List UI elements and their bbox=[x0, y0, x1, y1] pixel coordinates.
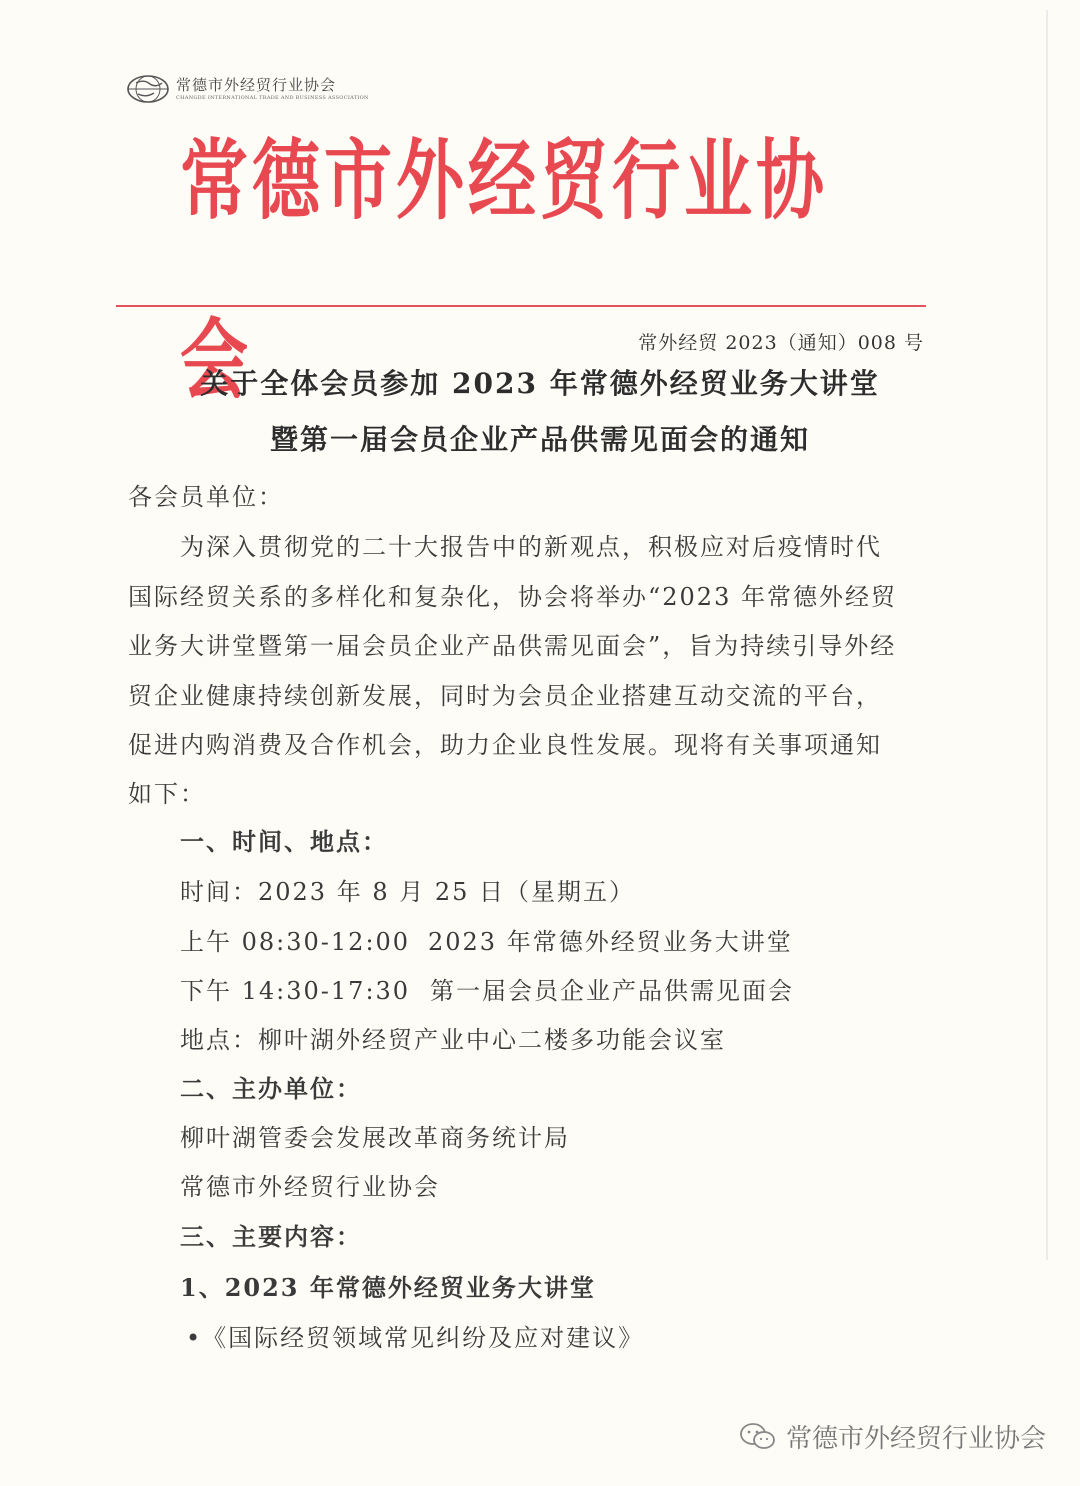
globe-emblem-icon bbox=[126, 74, 170, 104]
afternoon-event: 第一届会员企业产品供需见面会 bbox=[430, 977, 794, 1005]
section-2-heading: 二、主办单位： bbox=[180, 1074, 362, 1103]
intro-line-2: 国际经贸关系的多样化和复杂化，协会将举办“2023 年常德外经贸 bbox=[128, 583, 897, 611]
intro-line-1: 为深入贯彻党的二十大报告中的新观点，积极应对后疫情时代 bbox=[180, 533, 882, 561]
logo-chinese-name: 常德市外经贸行业协会 bbox=[176, 76, 337, 94]
watermark-text: 常德市外经贸行业协会 bbox=[786, 1424, 1047, 1454]
morning-event: 2023 年常德外经贸业务大讲堂 bbox=[428, 928, 793, 956]
intro-line-3: 业务大讲堂暨第一届会员企业产品供需见面会”，旨为持续引导外经 bbox=[128, 632, 897, 660]
afternoon-time: 下午 14:30-17:30 bbox=[180, 977, 411, 1005]
intro-line-5: 促进内购消费及合作机会，助力企业良性发展。现将有关事项通知 bbox=[128, 731, 882, 759]
red-divider-line bbox=[116, 305, 926, 307]
document-number: 常外经贸 2023（通知）008 号 bbox=[638, 332, 924, 354]
organizer-1: 柳叶湖管委会发展改革商务统计局 bbox=[180, 1124, 570, 1152]
section-3-heading: 三、主要内容： bbox=[180, 1222, 362, 1251]
intro-line-6: 如下： bbox=[128, 780, 206, 808]
scan-edge bbox=[1046, 10, 1048, 1260]
organizer-2: 常德市外经贸行业协会 bbox=[180, 1173, 440, 1201]
intro-line-4: 贸企业健康持续创新发展，同时为会员企业搭建互动交流的平台， bbox=[128, 682, 882, 710]
morning-time: 上午 08:30-12:00 bbox=[180, 928, 411, 956]
lecture-topic-item: •《国际经贸领域常见纠纷及应对建议》 bbox=[186, 1324, 645, 1352]
event-date: 时间：2023 年 8 月 25 日（星期五） bbox=[180, 878, 636, 906]
letterhead-title: 常德市外经贸行业协会 bbox=[180, 131, 829, 412]
event-place: 地点：柳叶湖外经贸产业中心二楼多功能会议室 bbox=[180, 1026, 726, 1054]
notice-title-line-2: 暨第一届会员企业产品供需见面会的通知 bbox=[269, 423, 810, 456]
wechat-watermark bbox=[738, 1418, 1046, 1455]
wechat-icon bbox=[738, 1422, 778, 1452]
logo-english-name: CHANGDE INTERNATIONAL TRADE AND BUSINESS ASSOCIATION bbox=[176, 95, 369, 101]
section-3-subheading: 1、2023 年常德外经贸业务大讲堂 bbox=[180, 1273, 596, 1302]
salutation: 各会员单位： bbox=[128, 483, 284, 511]
section-1-heading: 一、时间、地点： bbox=[180, 827, 388, 856]
notice-title-line-1: 关于全体会员参加 2023 年常德外经贸业务大讲堂 bbox=[200, 367, 880, 400]
